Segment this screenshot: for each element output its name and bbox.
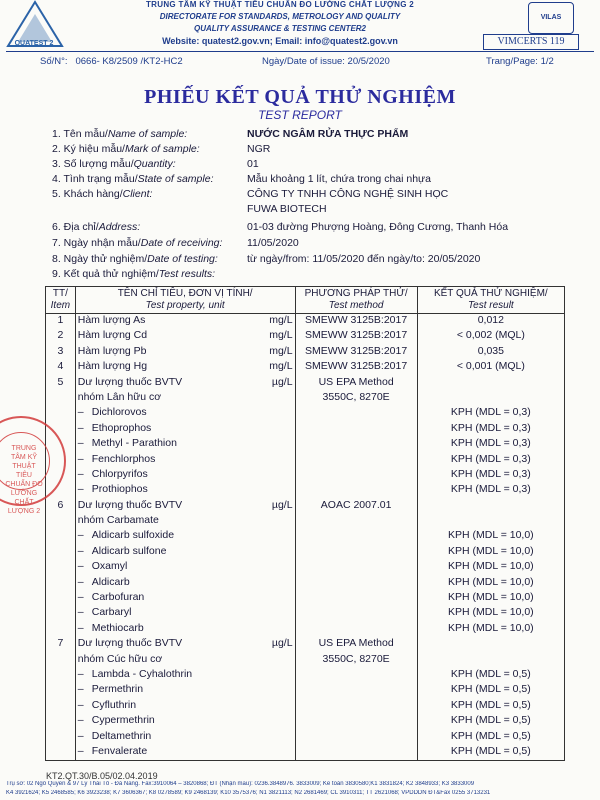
cell-property: – Methiocarb	[75, 622, 295, 637]
table-row	[46, 714, 565, 729]
table-row	[46, 637, 565, 652]
table-body	[46, 314, 565, 761]
table-row	[46, 576, 565, 591]
cell-result: KPH (MDL = 10,0)	[417, 606, 564, 621]
cell-item: 4	[46, 360, 76, 375]
cell-method: AOAC 2007.01	[295, 499, 417, 514]
cell-result	[417, 653, 564, 668]
cell-item	[46, 529, 76, 544]
table-row	[46, 545, 565, 560]
table-row	[46, 360, 565, 375]
page-number: Trang/Page: 1/2	[486, 56, 554, 67]
cell-result: KPH (MDL = 0,5)	[417, 683, 564, 698]
cell-property: Hàm lượng Hg mg/L	[75, 360, 295, 375]
cell-property: Hàm lượng Cd mg/L	[75, 329, 295, 344]
cell-unit: mg/L	[269, 360, 293, 373]
header-divider	[6, 51, 594, 52]
cell-item	[46, 745, 76, 761]
cell-property: – Chlorpyrifos	[75, 468, 295, 483]
cell-property: – Dichlorovos	[75, 406, 295, 421]
cell-result: KPH (MDL = 10,0)	[417, 560, 564, 575]
table-row	[46, 529, 565, 544]
cell-method	[295, 714, 417, 729]
table-row	[46, 514, 565, 529]
cell-result: KPH (MDL = 0,3)	[417, 437, 564, 452]
cell-property: Dư lượng thuốc BVTV µg/L	[75, 499, 295, 514]
col-property: TÊN CHỈ TIÊU, ĐƠN VỊ TÍNH/ Test property, unit	[75, 287, 295, 314]
cell-result: KPH (MDL = 10,0)	[417, 576, 564, 591]
header-line-1: TRUNG TÂM KỸ THUẬT TIÊU CHUẨN ĐO LƯỜNG CHẤT LƯỢNG 2	[146, 0, 414, 9]
header-line-4: Website: quatest2.gov.vn; Email: info@quatest2.gov.vn	[162, 36, 398, 46]
cell-item	[46, 622, 76, 637]
cell-item: 7	[46, 637, 76, 652]
col-item: TT/ Item	[46, 287, 76, 314]
cell-method	[295, 453, 417, 468]
cell-result: KPH (MDL = 10,0)	[417, 529, 564, 544]
vilas-badge: VILAS	[528, 2, 574, 34]
cell-unit: µg/L	[271, 637, 293, 650]
table-row	[46, 668, 565, 683]
cell-result: 0,012	[417, 314, 564, 330]
cell-method	[295, 622, 417, 637]
table-row	[46, 560, 565, 575]
cell-property: – Prothiophos	[75, 483, 295, 498]
cell-result: 0,035	[417, 345, 564, 360]
cell-method: SMEWW 3125B:2017	[295, 314, 417, 330]
col-method: PHƯƠNG PHÁP THỬ/ Test method	[295, 287, 417, 314]
cell-method: SMEWW 3125B:2017	[295, 329, 417, 344]
cell-item	[46, 653, 76, 668]
cell-method	[295, 529, 417, 544]
cell-item: 6	[46, 499, 76, 514]
cell-item	[46, 576, 76, 591]
issue-date: Ngày/Date of issue: 20/5/2020	[262, 56, 390, 67]
logo-text: QUATEST 2	[14, 40, 54, 47]
table-row	[46, 591, 565, 606]
cell-property: Hàm lượng Pb mg/L	[75, 345, 295, 360]
cell-result: KPH (MDL = 0,5)	[417, 699, 564, 714]
table-row	[46, 345, 565, 360]
cell-item	[46, 545, 76, 560]
cell-property: Dư lượng thuốc BVTV µg/L	[75, 637, 295, 652]
cell-method	[295, 699, 417, 714]
table-row	[46, 314, 565, 330]
table-row	[46, 391, 565, 406]
cell-unit: mg/L	[269, 329, 293, 342]
cell-property: – Aldicarb	[75, 576, 295, 591]
cell-item	[46, 606, 76, 621]
cell-method	[295, 483, 417, 498]
cell-method	[295, 422, 417, 437]
cell-item: 5	[46, 376, 76, 391]
cell-item	[46, 391, 76, 406]
cell-item	[46, 668, 76, 683]
table-header-row	[46, 287, 565, 314]
cell-method	[295, 668, 417, 683]
cell-result: KPH (MDL = 10,0)	[417, 545, 564, 560]
cell-result: KPH (MDL = 10,0)	[417, 622, 564, 637]
page-title: PHIẾU KẾT QUẢ THỬ NGHIỆM	[144, 86, 456, 108]
cell-result: KPH (MDL = 0,5)	[417, 745, 564, 761]
cell-result: KPH (MDL = 10,0)	[417, 591, 564, 606]
cell-result: KPH (MDL = 0,3)	[417, 483, 564, 498]
cell-item: 2	[46, 329, 76, 344]
table-row	[46, 606, 565, 621]
cell-method	[295, 545, 417, 560]
cell-method	[295, 730, 417, 745]
cell-property: nhóm Carbamate	[75, 514, 295, 529]
cell-unit: mg/L	[269, 344, 293, 357]
table-row	[46, 422, 565, 437]
cell-method	[295, 406, 417, 421]
vimcerts-badge: VIMCERTS 119	[483, 34, 579, 50]
cell-property: – Fenchlorphos	[75, 453, 295, 468]
cell-property: – Carbofuran	[75, 591, 295, 606]
table-row	[46, 483, 565, 498]
cell-method: SMEWW 3125B:2017	[295, 360, 417, 375]
cell-property: Dư lượng thuốc BVTV µg/L	[75, 376, 295, 391]
cell-item	[46, 730, 76, 745]
cell-method: US EPA Method	[295, 376, 417, 391]
cell-method: SMEWW 3125B:2017	[295, 345, 417, 360]
cell-result: < 0,002 (MQL)	[417, 329, 564, 344]
cell-result: KPH (MDL = 0,3)	[417, 468, 564, 483]
cell-method	[295, 683, 417, 698]
cell-item	[46, 591, 76, 606]
cell-result: KPH (MDL = 0,5)	[417, 730, 564, 745]
cell-method	[295, 606, 417, 621]
cell-method	[295, 560, 417, 575]
cell-result: < 0,001 (MQL)	[417, 360, 564, 375]
cell-method	[295, 591, 417, 606]
report-number: Số/N°: 0666- K8/2509 /KT2-HC2	[40, 56, 183, 67]
cell-result: KPH (MDL = 0,3)	[417, 422, 564, 437]
header-line-3: QUALITY ASSURANCE & TESTING CENTER2	[193, 24, 366, 33]
cell-result: KPH (MDL = 0,5)	[417, 714, 564, 729]
cell-property: Hàm lượng As mg/L	[75, 314, 295, 330]
cell-property: – Aldicarb sulfone	[75, 545, 295, 560]
table-row	[46, 437, 565, 452]
cell-property: – Oxamyl	[75, 560, 295, 575]
table-row	[46, 683, 565, 698]
cell-unit: µg/L	[271, 375, 293, 388]
red-stamp: TRUNG TÂM KỸ THUẬT TIÊU CHUẨN ĐO LƯỜNG CHẤT LƯỢNG 2	[0, 416, 66, 506]
cell-property: – Cypermethrin	[75, 714, 295, 729]
results-table	[45, 286, 565, 761]
cell-method	[295, 745, 417, 761]
table-row	[46, 499, 565, 514]
cell-property: – Ethoprophos	[75, 422, 295, 437]
cell-method: 3550C, 8270E	[295, 653, 417, 668]
cell-property: – Deltamethrin	[75, 730, 295, 745]
cell-property: nhóm Cúc hữu cơ	[75, 653, 295, 668]
header-line-2: DIRECTORATE FOR STANDARDS, METROLOGY AND QUALITY	[159, 12, 401, 21]
cell-item	[46, 514, 76, 529]
cell-property: – Cyfluthrin	[75, 699, 295, 714]
footer-address-1: Trụ sở: 02 Ngô Quyền & 97 Lý Thái Tổ - Đà Nẵng. Fax:3910064 – 3820868; ĐT (Nhận mẫu): 0236.3848976. 3833009; Kế toán 3830580;K1 3831824; K2 3848933; K3 3833009	[6, 781, 475, 787]
cell-method	[295, 576, 417, 591]
cell-method: US EPA Method	[295, 637, 417, 652]
cell-result	[417, 514, 564, 529]
cell-item	[46, 699, 76, 714]
cell-unit: mg/L	[269, 314, 293, 326]
cell-property: – Fenvalerate	[75, 745, 295, 761]
cell-method: 3550C, 8270E	[295, 391, 417, 406]
table-row	[46, 745, 565, 761]
page-subtitle: TEST REPORT	[258, 108, 342, 122]
cell-property: nhóm Lân hữu cơ	[75, 391, 295, 406]
form-code: KT2.QT.30/B.05/02.04.2019	[46, 771, 158, 781]
cell-unit: µg/L	[271, 498, 293, 511]
table-row	[46, 653, 565, 668]
cell-result	[417, 499, 564, 514]
cell-property: – Permethrin	[75, 683, 295, 698]
cell-property: – Carbaryl	[75, 606, 295, 621]
cell-method	[295, 468, 417, 483]
cell-result	[417, 637, 564, 652]
table-row	[46, 622, 565, 637]
cell-item	[46, 406, 76, 421]
cell-method	[295, 437, 417, 452]
table-row	[46, 468, 565, 483]
cell-item	[46, 714, 76, 729]
cell-item	[46, 560, 76, 575]
cell-result: KPH (MDL = 0,3)	[417, 406, 564, 421]
cell-result	[417, 376, 564, 391]
table-row	[46, 406, 565, 421]
cell-item: 1	[46, 314, 76, 330]
cell-method	[295, 514, 417, 529]
col-result: KẾT QUẢ THỬ NGHIỆM/ Test result	[417, 287, 564, 314]
cell-result	[417, 391, 564, 406]
cell-result: KPH (MDL = 0,3)	[417, 453, 564, 468]
footer-address-2: K4 3921624; K5 2468585; K6 3923238; K7 3606367; K8 0278589; K9 2468139; K10 3575376; N1 3821113; N2 2681469; CL 3910311; TT 2621068; VPDDDN ĐT&Fax 0255 3713231	[6, 790, 491, 796]
table-row	[46, 699, 565, 714]
cell-item: 3	[46, 345, 76, 360]
table-row	[46, 453, 565, 468]
table-row	[46, 376, 565, 391]
table-row	[46, 730, 565, 745]
cell-property: – Methyl - Parathion	[75, 437, 295, 452]
cell-result: KPH (MDL = 0,5)	[417, 668, 564, 683]
table-row	[46, 329, 565, 344]
cell-item	[46, 683, 76, 698]
cell-property: – Aldicarb sulfoxide	[75, 529, 295, 544]
cell-property: – Lambda - Cyhalothrin	[75, 668, 295, 683]
